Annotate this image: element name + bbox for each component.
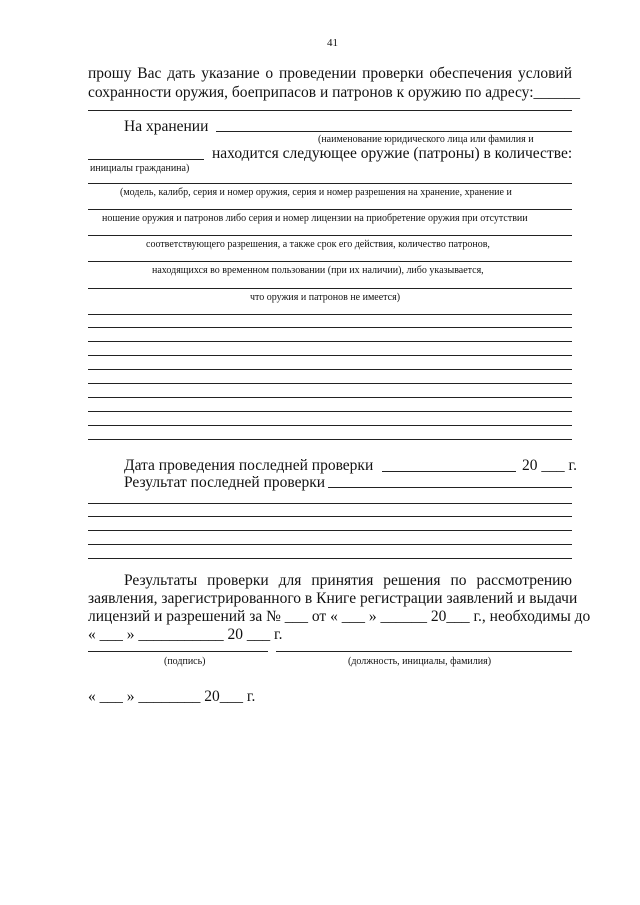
storage-label: На хранении <box>124 118 209 135</box>
blank-line[interactable] <box>88 383 572 384</box>
weapon-line-5[interactable] <box>88 288 572 289</box>
storage-located-text: находится следующее оружие (патроны) в количестве: <box>212 145 573 162</box>
weapon-line-1[interactable] <box>88 183 572 184</box>
footer-date: « ___ » ________ 20___ г. <box>88 688 256 705</box>
last-check-date-line[interactable] <box>382 471 516 472</box>
blank-line[interactable] <box>88 397 572 398</box>
blank-line[interactable] <box>88 355 572 356</box>
blank-line[interactable] <box>88 558 572 559</box>
results-line-4: « ___ » ___________ 20 ___ г. <box>88 626 283 643</box>
results-line-2: заявления, зарегистрированного в Книге регистрации заявлений и выдачи <box>88 590 578 607</box>
page-number: 41 <box>327 37 338 49</box>
blank-line[interactable] <box>88 327 572 328</box>
blank-line[interactable] <box>88 439 572 440</box>
blank-line[interactable] <box>88 425 572 426</box>
weapon-hint-3: соответствующего разрешения, а также срок его действия, количество патронов, <box>146 239 490 250</box>
request-line-2: сохранности оружия, боеприпасов и патронов к оружию по адресу:______ <box>88 84 581 101</box>
blank-line[interactable] <box>88 314 572 315</box>
weapon-line-2[interactable] <box>88 209 572 210</box>
last-check-date-label: Дата проведения последней проверки <box>124 457 374 474</box>
storage-owner-line[interactable] <box>216 131 572 132</box>
weapon-hint-1: (модель, калибр, серия и номер оружия, серия и номер разрешения на хранение, хранение и <box>120 187 512 198</box>
address-line[interactable] <box>88 110 572 111</box>
blank-line[interactable] <box>88 369 572 370</box>
blank-line[interactable] <box>88 341 572 342</box>
signature-line[interactable] <box>88 651 268 652</box>
storage-hint-1: (наименование юридического лица или фамилия и <box>318 134 534 145</box>
last-check-year: 20 ___ г. <box>522 457 577 474</box>
results-line-3: лицензий и разрешений за № ___ от « ___ » ______ 20___ г., необходимы до <box>88 608 591 625</box>
blank-line[interactable] <box>88 411 572 412</box>
weapon-hint-2: ношение оружия и патронов либо серия и номер лицензии на приобретение оружия при отсутствии <box>102 213 528 224</box>
blank-line[interactable] <box>88 544 572 545</box>
last-check-result-line[interactable] <box>328 487 572 488</box>
signature-hint: (подпись) <box>164 656 206 667</box>
request-line-1: прошу Вас дать указание о проведении проверки обеспечения условий <box>88 65 572 82</box>
weapon-line-4[interactable] <box>88 261 572 262</box>
weapon-hint-5: что оружия и патронов не имеется) <box>250 292 401 303</box>
blank-line[interactable] <box>88 503 572 504</box>
weapon-hint-4: находящихся во временном пользовании (при их наличии), либо указывается, <box>152 265 484 276</box>
weapon-line-3[interactable] <box>88 235 572 236</box>
storage-hint-2: инициалы гражданина) <box>90 163 190 174</box>
results-line-1: Результаты проверки для принятия решения по рассмотрению <box>124 572 572 589</box>
blank-line[interactable] <box>88 530 572 531</box>
position-line[interactable] <box>276 651 572 652</box>
last-check-result-label: Результат последней проверки <box>124 474 326 491</box>
owner-initials-line[interactable] <box>88 159 204 160</box>
position-hint: (должность, инициалы, фамилия) <box>348 656 492 667</box>
blank-line[interactable] <box>88 516 572 517</box>
